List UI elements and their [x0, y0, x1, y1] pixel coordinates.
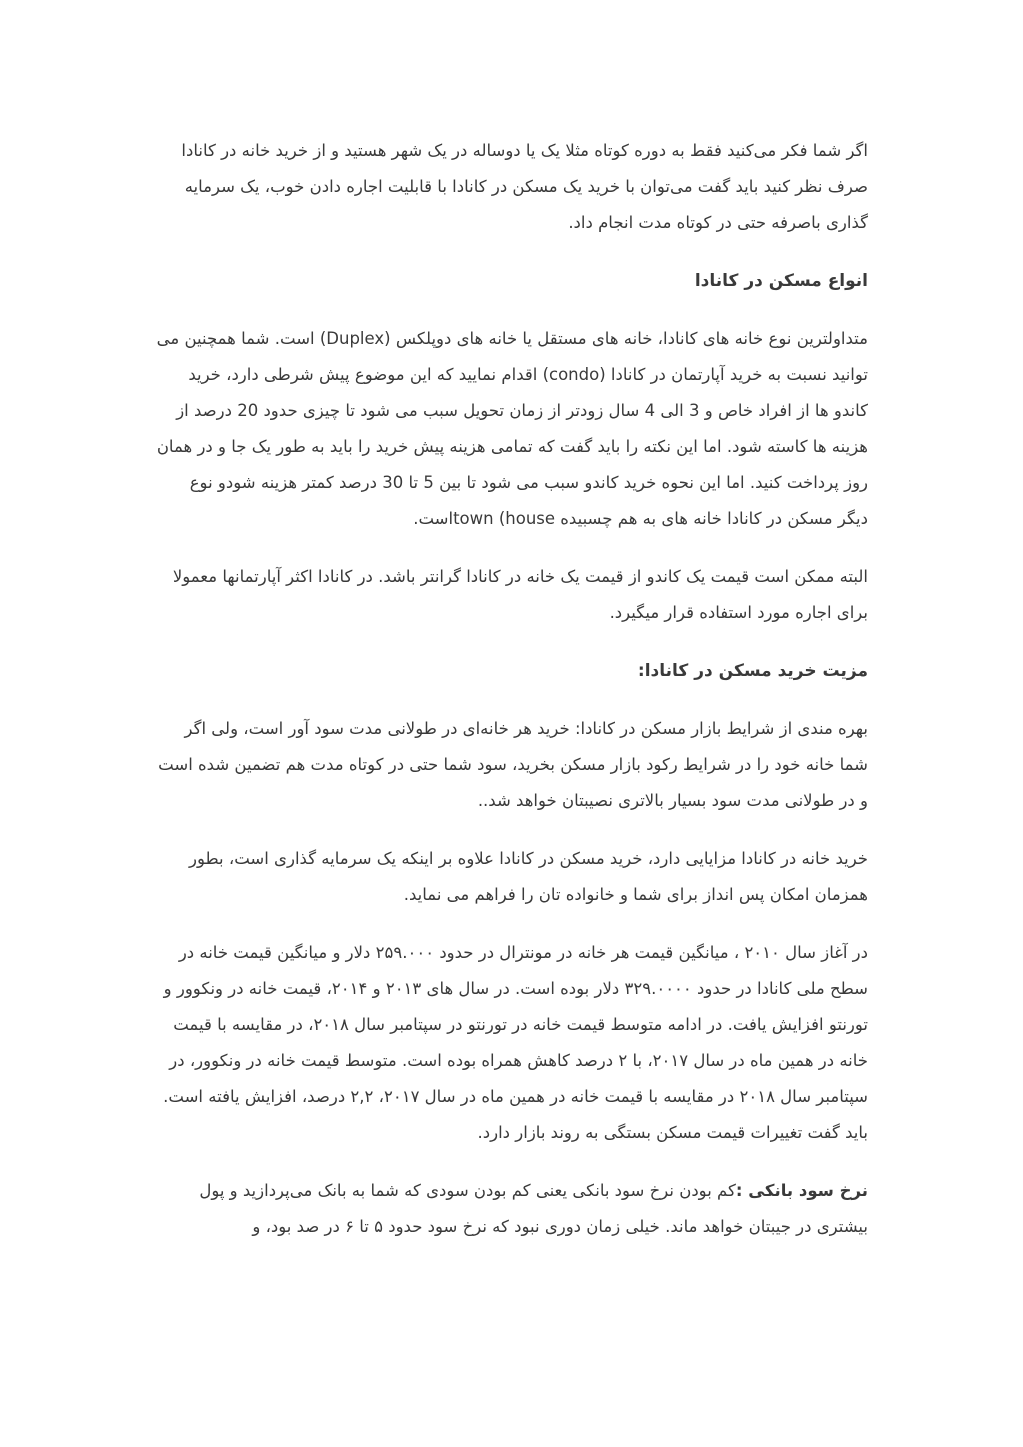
document-body — [155, 133, 868, 1245]
interest-rate-text: کم بودن نرخ سود بانکی یعنی کم بودن سودی که شما به بانک می‌پردازید و پول بیشتری در جیبتان خواهد ماند. خیلی زمان دوری نبود که نرخ سود حدود ۵ تا ۶ در صد بود، و — [199, 1181, 868, 1236]
heading-buying-advantages: مزیت خرید مسکن در کانادا: — [637, 661, 868, 681]
paragraph-housing-types: متداولترین نوع خانه های کانادا، خانه های مستقل یا خانه های دوپلکس (Duplex) است. شما همچنین می توانید نسبت به خرید آپارتمان در کانادا (condo) اقدام نمایید که این موضوع پیش شرطی دارد، خرید کاندو ها از افراد خاص و 3 الی 4 سال زودتر از زمان تحویل سبب می شود تا چیزی حدود 20 درصد از هزینه ها کاسته شود. اما این نکته را باید گفت که تمامی هزینه پیش خرید را باید به طور یک جا و در همان روز پرداخت کنید. اما این نحوه خرید کاندو سبب می شود تا بین 5 تا 30 درصد کمتر هزینه شودو نوع دیگر مسکن در کانادا خانه های به هم چسبیده town (houseاست. — [156, 329, 868, 528]
interest-rate-lead: نرخ سود بانکی : — [735, 1181, 868, 1200]
paragraph-benefits: خرید خانه در کانادا مزایایی دارد، خرید مسکن در کانادا علاوه بر اینکه یک سرمایه گذاری است، بطور همزمان امکان پس انداز برای شما و خانواده تان را فراهم می نماید. — [189, 849, 868, 904]
paragraph-market-conditions: بهره مندی از شرایط بازار مسکن در کانادا: خرید هر خانه‌ای در طولانی مدت سود آور است، ولی اگر شما خانه خود را در شرایط رکود بازار مسکن بخرید، سود شما حتی در کوتاه مدت هم تضمین شده است و در طولانی مدت سود بسیار بالاتری نصیبتان خواهد شد.. — [158, 719, 868, 810]
paragraph-condo-price: البته ممکن است قیمت یک کاندو از قیمت یک خانه در کانادا گرانتر باشد. در کانادا اکثر آپارتمانها معمولا برای اجاره مورد استفاده قرار میگیرد. — [172, 567, 868, 622]
paragraph-intro: اگر شما فکر می‌کنید فقط به دوره کوتاه مثلا یک یا دوساله در یک شهر هستید و از خرید خانه در کانادا صرف نظر کنید باید گفت می‌توان با خرید یک مسکن در کانادا با قابلیت اجاره دادن خوب، یک سرمایه گذاری باصرفه حتی در کوتاه مدت انجام داد. — [181, 141, 868, 232]
paragraph-price-stats: در آغاز سال ۲۰۱۰ ، میانگین قیمت هر خانه در مونترال در حدود ۲۵۹.۰۰۰ دلار و میانگین قیمت خانه در سطح ملی کانادا در حدود ۳۲۹.۰۰۰۰ دلار بوده است. در سال های ۲۰۱۳ و ۲۰۱۴، قیمت خانه در ونکوور و تورنتو افزایش یافت. در ادامه متوسط قیمت خانه در تورنتو در سپتامبر سال ۲۰۱۸، در مقایسه با قیمت خانه در همین ماه در سال ۲۰۱۷، با ۲ درصد کاهش همراه بوده است. متوسط قیمت خانه در ونکوور، در سپتامبر سال ۲۰۱۸ در مقایسه با قیمت خانه در همین ماه در سال ۲۰۱۷، ۲,۲ درصد، افزایش یافته است. باید گفت تغییرات قیمت مسکن بستگی به روند بازار دارد. — [163, 943, 868, 1142]
paragraph-interest-rate — [155, 1173, 868, 1245]
heading-housing-types: انواع مسکن در کانادا — [694, 271, 868, 291]
